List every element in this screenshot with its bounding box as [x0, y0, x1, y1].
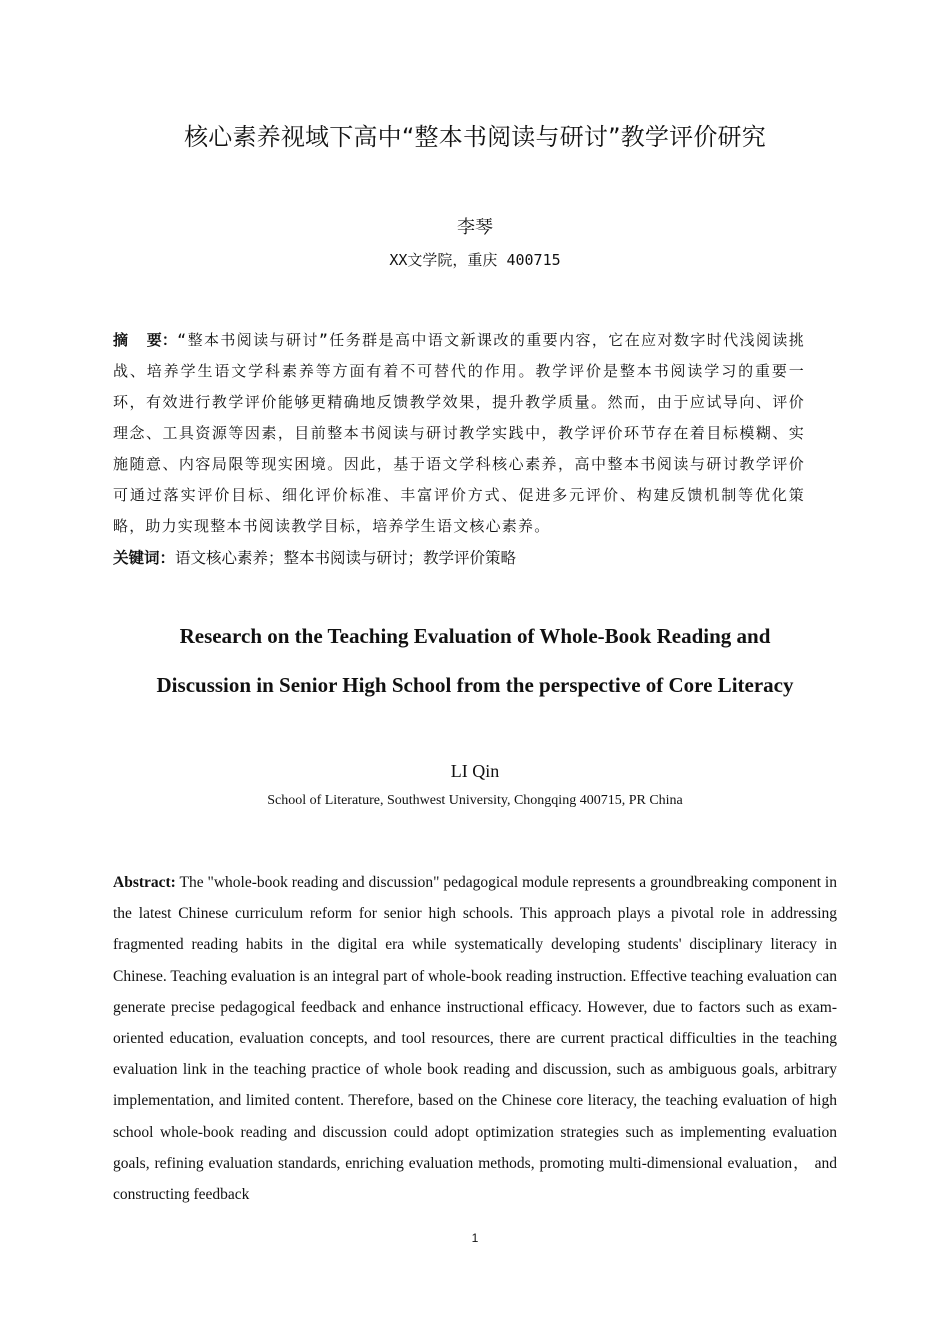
- chinese-abstract-label: 摘 要：: [113, 331, 178, 349]
- english-abstract: [113, 867, 837, 1210]
- english-title-line-2: Discussion in Senior High School from the perspective of Core Literacy: [156, 673, 794, 697]
- english-title-line-1: Research on the Teaching Evaluation of Whole-Book Reading and: [179, 624, 771, 648]
- chinese-abstract: [113, 325, 805, 542]
- english-affiliation: School of Literature, Southwest University, Chongqing 400715, PR China: [267, 793, 683, 808]
- english-abstract-label: Abstract:: [113, 874, 176, 891]
- english-title: [0, 612, 950, 710]
- english-abstract-text: The "whole-book reading and discussion" pedagogical module represents a groundbreaking component in the latest Chinese curriculum reform for senior high schools. This approach plays a pivotal role in addressing fragmented reading habits in the digital era while systematically developing students' disciplinary literacy in Chinese. Teaching evaluation is an integral part of whole-book reading instruction. Effective teaching evaluation can generate precise pedagogical feedback and enhance instructional efficacy. However, due to factors such as exam-oriented education, evaluation concepts, and tool resources, there are current practical difficulties in the teaching evaluation link in the teaching practice of whole book reading and discussion, such as ambiguous goals, arbitrary implementation, and limited content. Therefore, based on the Chinese core literacy, the teaching evaluation of high school whole-book reading and discussion could adopt optimization strategies such as implementing evaluation goals, refining evaluation standards, enriching evaluation methods, promoting multi-dimensional evaluation， and constructing feedback: [113, 874, 838, 1204]
- page-number: 1: [471, 1231, 479, 1245]
- chinese-keywords: [113, 544, 805, 572]
- chinese-keywords-text: 语文核心素养；整本书阅读与研讨；教学评价策略: [175, 549, 517, 567]
- chinese-author: 李琴: [457, 217, 493, 238]
- english-author: LI Qin: [450, 761, 500, 781]
- chinese-abstract-text: “整本书阅读与研讨”任务群是高中语文新课改的重要内容，它在应对数字时代浅阅读挑战、培养学生语文学科素养等方面有着不可替代的作用。教学评价是整本书阅读学习的重要一环，有效进行教学评价能够更精确地反馈教学效果，提升教学质量。然而，由于应试导向、评价理念、工具资源等因素，目前整本书阅读与研讨教学实践中，教学评价环节存在着目标模糊、实施随意、内容局限等现实困境。因此，基于语文学科核心素养，高中整本书阅读与研讨教学评价可通过落实评价目标、细化评价标准、丰富评价方式、促进多元评价、构建反馈机制等优化策略，助力实现整本书阅读教学目标，培养学生语文核心素养。: [113, 331, 805, 535]
- chinese-keywords-label: 关键词：: [113, 549, 176, 567]
- chinese-title: 核心素养视域下高中“整本书阅读与研讨”教学评价研究: [184, 123, 766, 151]
- chinese-affiliation: XX文学院，重庆 400715: [389, 251, 561, 269]
